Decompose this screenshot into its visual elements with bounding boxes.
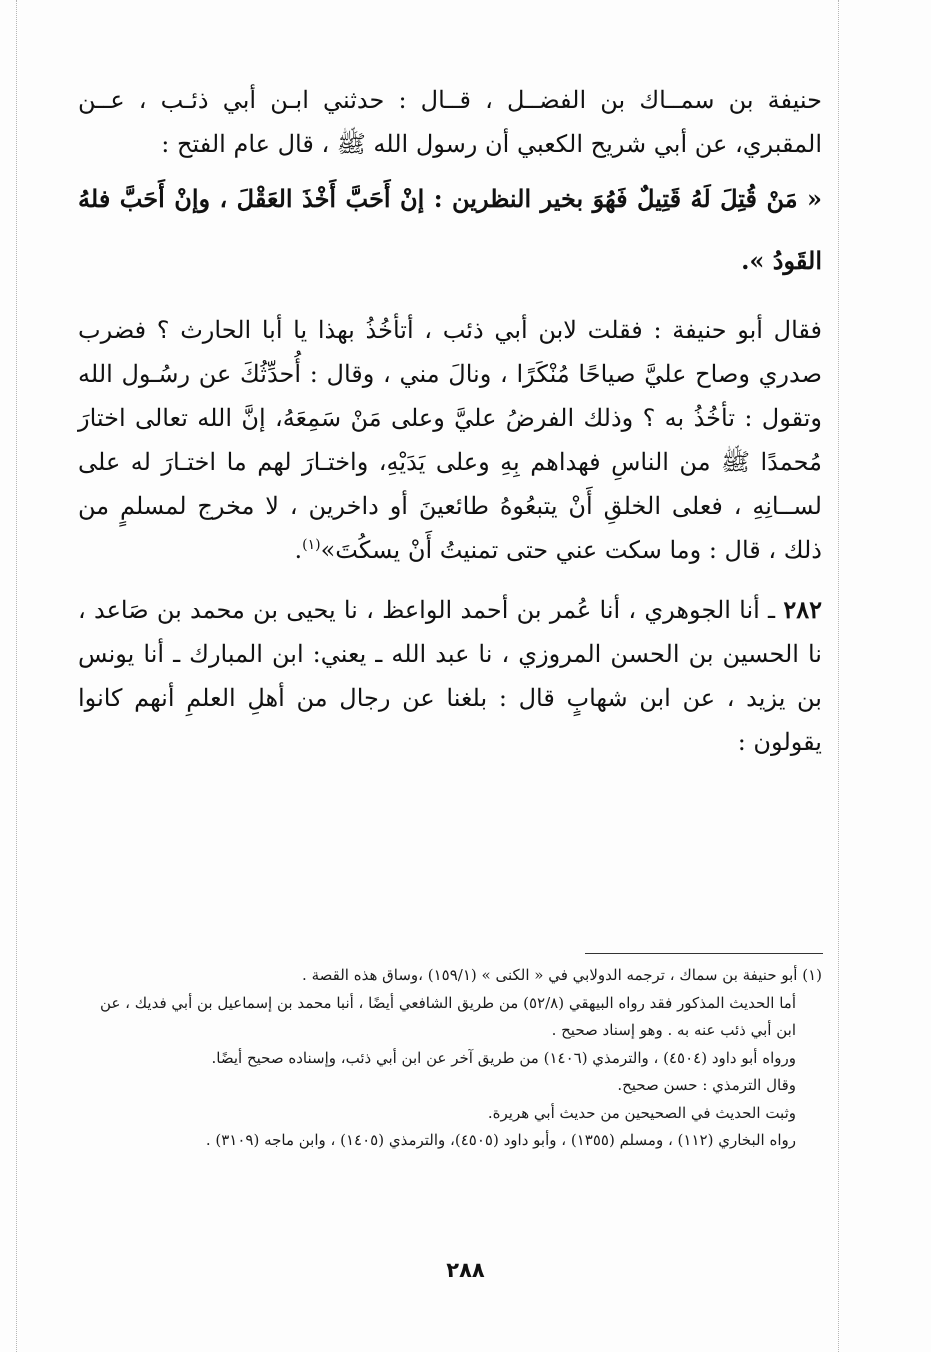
footnote-reference: (١) — [302, 537, 321, 553]
footnote-line: ورواه أبو داود (٤٥٠٤) ، والترمذي (١٤٠٦) من طريق آخر عن ابن أبي ذئب، وإسناده صحيح أيضًا. — [211, 1048, 796, 1067]
intro-paragraph: حنيفة بن سمــاك بن الفضــل ، قــال : حدثني ابـن أبي ذئـب ، عــن المقبري، عن أبي شريح الكعبي أن رسول الله ﷺ ، قال عام الفتح : — [78, 86, 822, 158]
footnote-line: أما الحديث المذكور فقد رواه البيهقي (٥٢/٨) من طريق الشافعي أيضًا ، أنبا محمد بن إسماعيل بن أبي فديك ، عن ابن أبي ذئب عنه به . وهو إسناد صحيح . — [100, 993, 796, 1039]
story-text: فقال أبو حنيفة : فقلت لابن أبي ذئب ، أتأخُذُ بهذا يا أبا الحارث ؟ فضرب صدري وصاح عليَّ صياحًا مُنْكَرًا ، ونالَ مني ، وقال : أُحدِّثُكَ عن رسُـول الله وتقول : تأخُذُ به ؟ وذلك الفرضُ عليَّ وعلى مَنْ سَمِعَهُ، إنَّ الله تعالى اختارَ مُحمدًا ﷺ من الناسِ فهداهم بِهِ وعلى يَدَيْهِ، واختـارَ لهم ما اختـارَ له على لســانِهِ ، فعلى الخلقِ أَنْ يتبعُوهُ طائعينَ أو داخرين ، لا مخرج لمسلمٍ من ذلك ، قال : وما سكت عني حتى تمنيتُ أَنْ يسكُتَ» — [78, 316, 822, 564]
entry-paragraph — [78, 588, 822, 764]
entry-text: ـ أنا الجوهري ، أنا عُمر بن أحمد الواعظ ، نا يحيى بن محمد بن صَاعد ، نا الحسين بن الحسن المروزي ، نا عبد الله ـ يعني: ابن المبارك ـ أنا يونس بن يزيد ، عن ابن شهابٍ قال : بلغنا عن رجال من أهلِ العلمِ أنهم كانوا يقولون : — [78, 596, 822, 756]
scan-edge-left — [16, 0, 17, 1352]
main-text — [78, 78, 822, 764]
entry-number: ٢٨٢ — [783, 595, 822, 624]
footnote-line: (١) أبو حنيفة بن سماك ، ترجمه الدولابي في « الكنى » (١٥٩/١) ،وساق هذه القصة . — [302, 966, 822, 984]
footnote-line: رواه البخاري (١١٢) ، ومسلم (١٣٥٥) ، وأبو داود (٤٥٠٥)، والترمذي (١٤٠٥) ، وابن ماجه (٣١٠٩) . — [205, 1131, 796, 1149]
story-paragraph: فقال أبو حنيفة : فقلت لابن أبي ذئب ، أتأخُذُ بهذا يا أبا الحارث ؟ فضرب صدري وصاح عليَّ صياحًا مُنْكَرًا ، ونالَ مني ، وقال : أُحدِّثُكَ عن رسُـول الله وتقول : تأخُذُ به ؟ وذلك الفرضُ عليَّ وعلى مَنْ سَمِعَهُ، إنَّ الله تعالى اختارَ مُحمدًا ﷺ من الناسِ فهداهم بِهِ وعلى يَدَيْهِ، واختـارَ لهم ما اختـارَ له على لســانِهِ ، فعلى الخلقِ أَنْ يتبعُوهُ طائعينَ أو داخرين ، لا مخرج لمسلمٍ من ذلك ، قال : وما سكت عني حتى تمنيتُ أَنْ يسكُتَ»$^{(١)}$. — [78, 316, 822, 564]
footnote-separator — [585, 953, 823, 954]
footnote-line: وقال الترمذي : حسن صحيح. — [617, 1076, 796, 1094]
scan-edge-right — [838, 0, 839, 1352]
hadith-text: « مَنْ قُتِلَ لَهُ قَتِيلٌ فَهُوَ بخير النظرين : إنْ أَحَبَّ أَخْذَ العَقْلَ ، وإنْ أَحَبَّ فلهُ القَودُ ». — [78, 184, 822, 275]
page-number: ٢٨٨ — [446, 1258, 485, 1282]
footnote-line: وثبت الحديث في الصحيحين من حديث أبي هريرة. — [487, 1103, 796, 1122]
footnotes — [78, 962, 822, 1155]
